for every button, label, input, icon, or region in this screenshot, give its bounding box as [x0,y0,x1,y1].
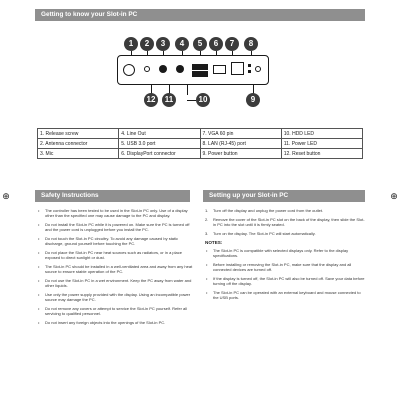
list-item: • Do not place the Slot-in PC near heat sources such as radiators, or in a place exposed to direct sunlight or dust. [38,250,182,260]
note-item: • If the display is turned off, the Slot-in PC will also be turned off. Save your data before turning off the display. [206,276,365,286]
callout-5: 5 [193,37,207,51]
callout-2: 2 [140,37,154,51]
notes-heading: NOTES: [205,240,223,245]
callout-4: 4 [175,37,189,51]
registration-mark-left: ⊕ [2,192,10,202]
legend-cell: 4. Line Out [119,129,200,139]
mic-jack [159,65,167,73]
legend-cell: 10. HDD LED [281,129,362,139]
note-item: • The Slot-in PC can be operated with an external keyboard and mouse connected to the USB ports. [206,290,361,300]
legend-cell: 6. DisplayPort connector [119,149,200,159]
section-header-getting-to-know: Getting to know your Slot-in PC [35,9,365,21]
displayport [213,65,226,74]
registration-mark-right: ⊕ [390,192,398,202]
safety-column [35,208,193,329]
callout-8: 8 [244,37,258,51]
section-header-safety: Safety Instructions [35,190,190,202]
legend-cell: 12. Reset button [281,149,362,159]
callout-11: 11 [162,93,176,107]
legend-cell: 9. Power button [200,149,281,159]
line-out-jack [176,65,184,73]
legend-cell: 7. VGA 60 pin [200,129,281,139]
legend-cell: 1. Release screw [38,129,119,139]
note-item: • Before installing or removing the Slot-in PC, make sure that the display and all connected devices are turned off. [206,262,352,272]
setup-steps-list [203,208,365,236]
legend-cell: 5. USB 3.0 port [119,139,200,149]
slot-in-pc-panel [117,55,269,85]
power-led [248,70,251,73]
notes-list [203,248,365,300]
legend-cell: 3. Mic [38,149,119,159]
list-item: • Do not touch the Slot-in PC circuitry. To avoid any damage caused by static discharge, ground yourself before touching the PC. [38,236,179,246]
list-item: • The Slot-in PC should be installed in a well-ventilated area and away from any heat source to ensure stable operation of the PC. [38,264,193,274]
note-item: • The Slot-in PC is compatible with selected displays only. Refer to the display specifications. [206,248,349,258]
callout-6: 6 [209,37,223,51]
legend-row [38,129,363,139]
setup-step: 2. Remove the cover of the Slot-in PC slot on the back of the display, then slide the Slot-in PC into the slot until it is firmly seated. [205,217,365,227]
legend-cell: 11. Power LED [281,139,362,149]
section-header-setting-up: Setting up your Slot-in PC [203,190,365,202]
legend-row [38,139,363,149]
list-item: • The controller has been tested to be used in the Slot-in PC only. Use of a display other than the specified one may cause damage to the PC and display. [38,208,188,218]
component-legend-table [37,128,363,159]
release-screw [123,64,135,76]
legend-cell: 8. LAN (RJ-45) port [200,139,281,149]
hdd-led [248,64,251,67]
antenna-connector [144,66,150,72]
callout-3: 3 [156,37,170,51]
list-item: • Do not remove any covers or attempt to service the Slot-in PC yourself. Refer all servicing to qualified personnel. [38,306,188,316]
device-diagram [0,0,400,120]
legend-row [38,149,363,159]
callout-10: 10 [196,93,210,107]
callout-7: 7 [225,37,239,51]
callout-9: 9 [246,93,260,107]
list-item: • Do not insert any foreign objects into the openings of the Slot-in PC. [38,320,166,325]
usb-port-2 [192,71,208,77]
setup-step: 3. Turn on the display. The Slot-in PC will start automatically. [205,231,316,236]
power-button [255,66,261,72]
setup-step: 1. Turn off the display and unplug the power cord from the outlet. [205,208,324,213]
list-item: • Do not install the Slot-in PC while it is powered on. Make sure the PC is turned off and the power cord is unplugged before you install the PC. [38,222,190,232]
usb-port-1 [192,64,208,70]
lan-port [231,62,244,75]
list-item: • Use only the power supply provided with the display. Using an incompatible power source may damage the PC. [38,292,191,302]
callout-12: 12 [144,93,158,107]
list-item: • Do not use the Slot-in PC in a wet environment. Keep the PC away from water and other liquids. [38,278,192,288]
setup-column [203,208,365,304]
legend-cell: 2. Antenna connector [38,139,119,149]
safety-list [35,208,193,325]
callout-1: 1 [124,37,138,51]
